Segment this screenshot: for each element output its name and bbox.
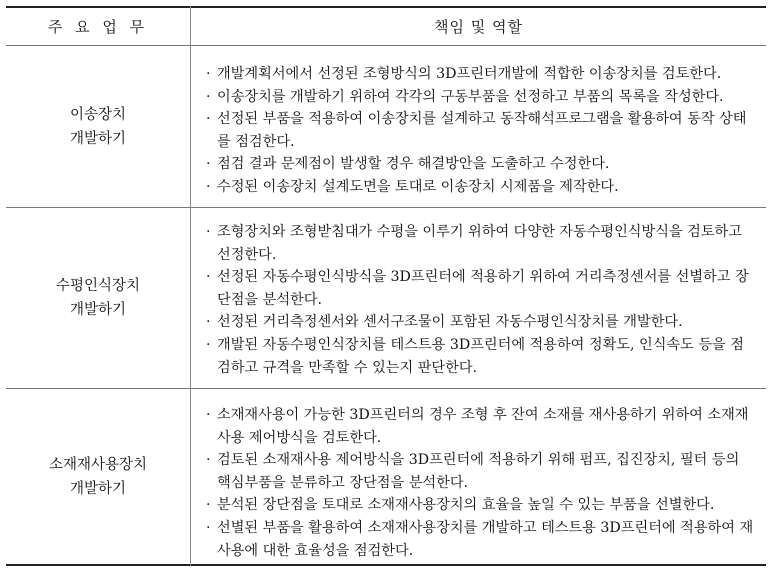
list-item: · 점검 결과 문제점이 발생할 경우 해결방안을 도출하고 수정한다. [206, 153, 756, 176]
responsibility-cell [206, 221, 756, 379]
duty-title: 개발하기 [69, 302, 126, 318]
list-item: · 선정된 부품을 적용하여 이송장치를 설계하고 동작해석프로그램을 활용하여 동작 상태를 점검한다. [206, 108, 756, 153]
duty-cell [6, 208, 190, 388]
column-header-responsibility: 책임 및 역할 [434, 17, 523, 36]
list-item: · 선정된 거리측정센서와 센서구조물이 포함된 자동수평인식장치를 개발한다. [206, 311, 756, 334]
list-item: · 개발된 자동수평인식장치를 테스트용 3D프린터에 적용하여 정확도, 인식속도 등을 점검하고 규격을 만족할 수 있는지 판단한다. [206, 334, 756, 379]
duty-title: 수평인식장치 [55, 278, 141, 294]
list-item: · 소재재사용이 가능한 3D프린터의 경우 조형 후 잔여 소재를 재사용하기 위하여 소재재사용 제어방식을 검토한다. [206, 404, 756, 449]
list-item: · 조형장치와 조형받침대가 수평을 이루기 위하여 다양한 자동수평인식방식을 검토하고 선정한다. [206, 221, 756, 266]
list-item: · 이송장치를 개발하기 위하여 각각의 구동부품을 선정하고 부품의 목록을 작성한다. [206, 86, 756, 109]
list-item: · 검토된 소재재사용 제어방식을 3D프린터에 적용하기 위해 펌프, 집진장치, 필터 등의 핵심부품을 분류하고 장단점을 분석한다. [206, 449, 756, 494]
duty-title: 소재재사용장치 [48, 456, 148, 473]
list-item: · 선정된 자동수평인식방식을 3D프린터에 적용하기 위하여 거리측정센서를 선별하고 장단점을 분석한다. [206, 266, 756, 311]
responsibility-table [6, 6, 766, 566]
list-item: · 분석된 장단점을 토대로 소재재사용장치의 효율을 높일 수 있는 부품을 선별한다. [206, 494, 756, 517]
duty-cell [6, 46, 190, 207]
duty-title: 이송장치 [69, 106, 127, 123]
responsibility-cell [206, 404, 756, 562]
duty-title: 개발하기 [69, 480, 127, 497]
duty-cell [6, 389, 190, 564]
list-item: · 개발계획서에서 선정된 조형방식의 3D프린터개발에 적합한 이송장치를 검토한다. [206, 63, 756, 86]
duty-title: 개발하기 [69, 130, 127, 147]
responsibility-cell [206, 63, 756, 199]
list-item: · 수정된 이송장치 설계도면을 토대로 이송장치 시제품을 제작한다. [206, 176, 756, 199]
table-bottom-border [6, 564, 766, 566]
column-divider [190, 6, 191, 566]
column-header-duty: 주 요 업 무 [47, 17, 149, 36]
list-item: · 선별된 부품을 활용하여 소재재사용장치를 개발하고 테스트용 3D프린터에 적용하여 재사용에 대한 효율성을 점검한다. [206, 517, 756, 562]
